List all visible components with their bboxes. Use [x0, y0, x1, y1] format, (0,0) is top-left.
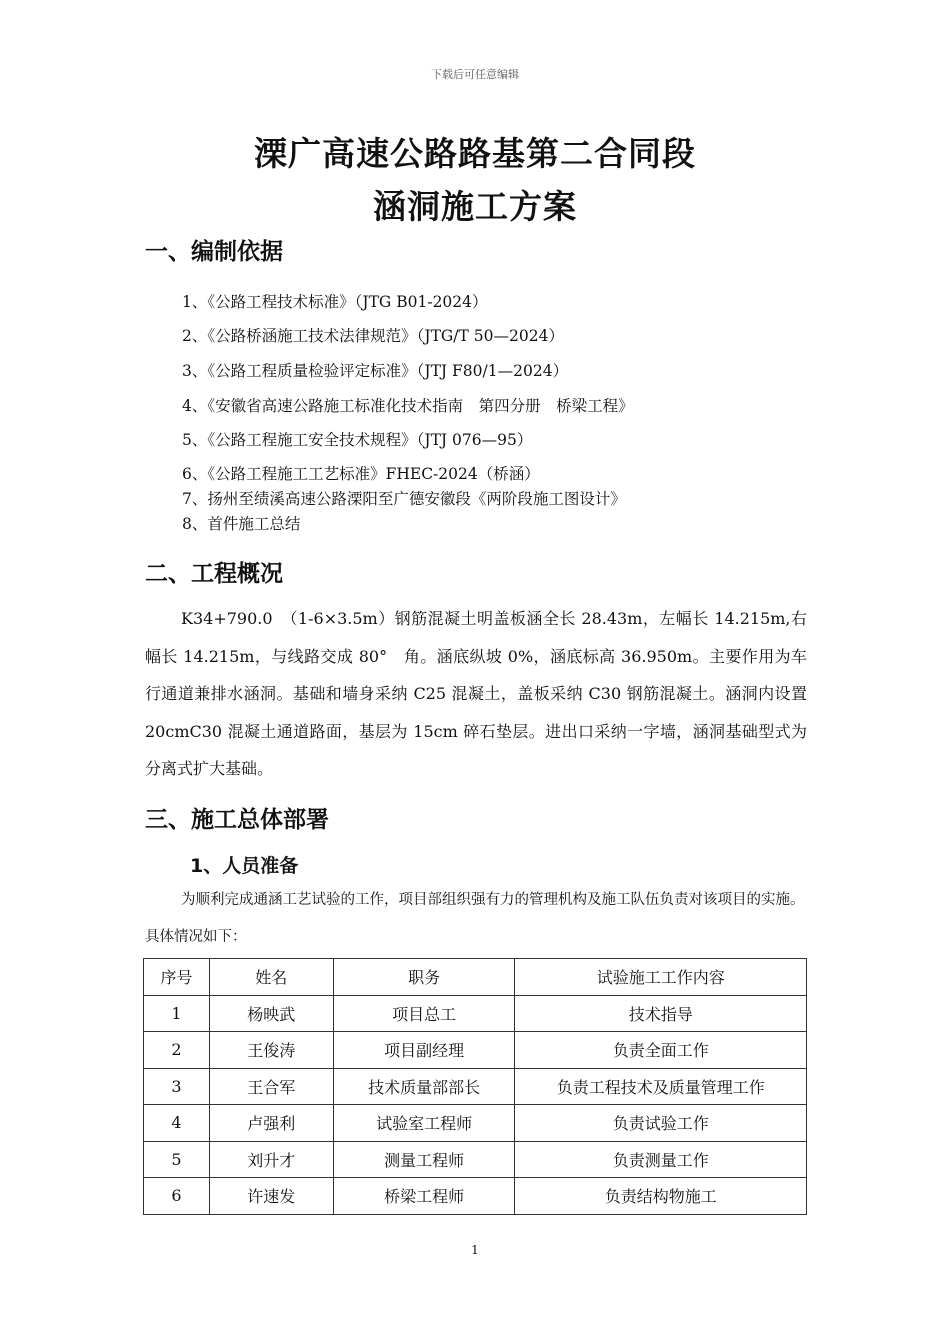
table-cell: 6 — [144, 1178, 210, 1215]
table-row — [144, 1178, 807, 1215]
reference-item: 3、《公路工程质量检验评定标准》（JTJ F80/1—2024） — [182, 362, 569, 380]
table-cell: 5 — [144, 1141, 210, 1178]
personnel-intro: 为顺利完成通涵工艺试验的工作，项目部组织强有力的管理机构及施工队伍负责对该项目的实施。具体情况如下： — [145, 892, 805, 945]
table-cell: 负责结构物施工 — [515, 1178, 807, 1215]
section-heading-deployment: 三、施工总体部署 — [145, 807, 329, 833]
table-cell: 2 — [144, 1032, 210, 1069]
table-cell: 技术指导 — [515, 995, 807, 1032]
table-cell: 项目副经理 — [333, 1032, 515, 1069]
reference-item: 1、《公路工程技术标准》（JTG B01-2024） — [182, 293, 488, 311]
table-cell: 3 — [144, 1068, 210, 1105]
reference-item: 2、《公路桥涵施工技术法律规范》（JTG/T 50—2024） — [182, 327, 564, 345]
header-note: 下载后可任意编辑 — [431, 68, 519, 81]
overview-paragraph: K34+790.0 （1-6×3.5m）钢筋混凝土明盖板涵全长 28.43m，左幅长 14.215m,右幅长 14.215m，与线路交成 80° 角。涵底纵坡 0%，涵底标高 36.950m。主要作用为车行通道兼排水涵洞。基础和墙身采纳 C25 混凝土，盖板采纳 C30 钢筋混凝土。涵洞内设置 20cmC30 混凝土通道路面，基层为 15cm 碎石垫层。进出口采纳一字墙，涵洞基础型式为分离式扩大基础。 — [145, 609, 807, 778]
column-header: 姓名 — [209, 959, 333, 996]
table-cell: 负责试验工作 — [515, 1105, 807, 1142]
table-row — [144, 1105, 807, 1142]
table-cell: 测量工程师 — [333, 1141, 515, 1178]
table-row — [144, 1141, 807, 1178]
table-row — [144, 1068, 807, 1105]
column-header: 试验施工工作内容 — [515, 959, 807, 996]
reference-item: 8、首件施工总结 — [182, 515, 301, 533]
table-cell: 项目总工 — [333, 995, 515, 1032]
reference-item: 7、扬州至绩溪高速公路溧阳至广德安徽段《两阶段施工图设计》 — [182, 490, 626, 508]
table-cell: 桥梁工程师 — [333, 1178, 515, 1215]
table-cell: 1 — [144, 995, 210, 1032]
table-row — [144, 1032, 807, 1069]
section-heading-basis: 一、编制依据 — [145, 239, 283, 265]
table-cell: 卢强利 — [209, 1105, 333, 1142]
table-cell: 刘升才 — [209, 1141, 333, 1178]
table-cell: 王俊涛 — [209, 1032, 333, 1069]
table-cell: 负责工程技术及质量管理工作 — [515, 1068, 807, 1105]
table-cell: 王合军 — [209, 1068, 333, 1105]
reference-item: 4、《安徽省高速公路施工标准化技术指南 第四分册 桥梁工程》 — [182, 397, 634, 415]
reference-item: 5、《公路工程施工安全技术规程》（JTJ 076—95） — [182, 431, 533, 449]
staff-table — [143, 958, 807, 1215]
table-cell: 负责测量工作 — [515, 1141, 807, 1178]
table-cell: 技术质量部部长 — [333, 1068, 515, 1105]
table-cell: 杨映武 — [209, 995, 333, 1032]
table-cell: 4 — [144, 1105, 210, 1142]
page-number: 1 — [471, 1243, 479, 1257]
section-heading-overview: 二、工程概况 — [145, 561, 283, 587]
document-title-line1: 溧广高速公路路基第二合同段 — [254, 134, 696, 173]
table-cell: 负责全面工作 — [515, 1032, 807, 1069]
table-cell: 许速发 — [209, 1178, 333, 1215]
table-row — [144, 995, 807, 1032]
table-cell: 试验室工程师 — [333, 1105, 515, 1142]
column-header: 序号 — [144, 959, 210, 996]
document-title-line2: 涵洞施工方案 — [373, 187, 577, 226]
subsection-heading-personnel: 1、人员准备 — [190, 855, 299, 877]
reference-item: 6、《公路工程施工工艺标准》FHEC-2024（桥涵） — [182, 465, 540, 483]
table-header-row — [144, 959, 807, 996]
column-header: 职务 — [333, 959, 515, 996]
